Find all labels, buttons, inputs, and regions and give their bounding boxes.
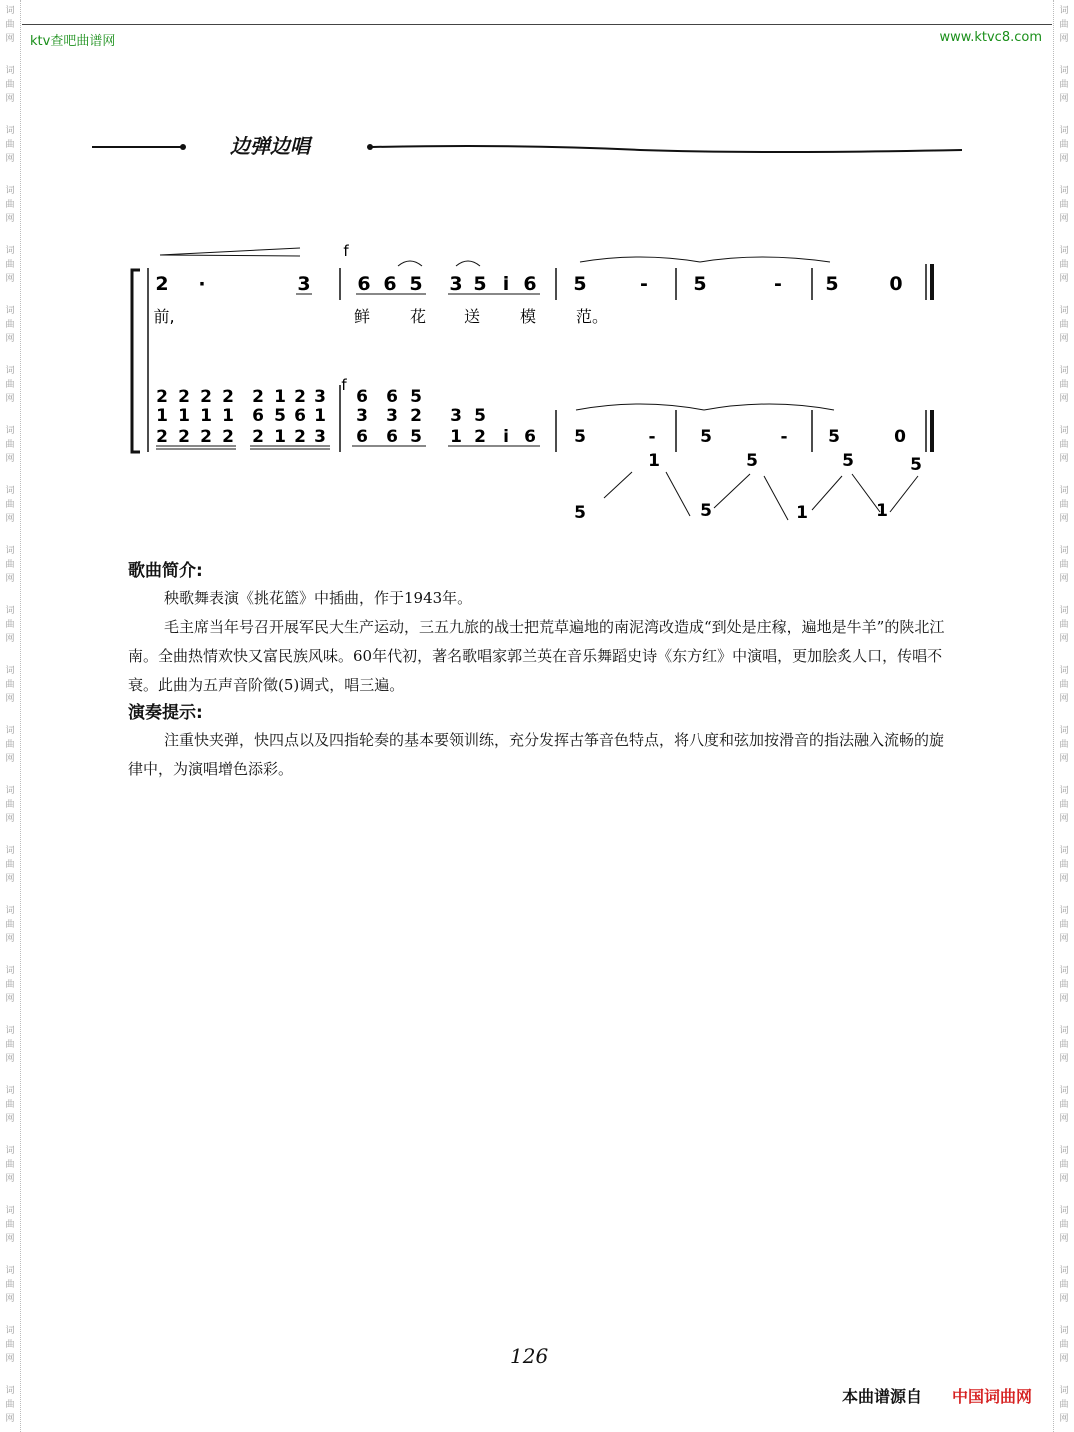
watermark-glyph: 网 <box>5 574 15 584</box>
watermark-glyph: 网 <box>5 874 15 884</box>
watermark-glyph: 网 <box>1059 574 1069 584</box>
accomp-note-bottom: 2 <box>200 427 212 447</box>
watermark-glyph: 曲 <box>5 980 15 990</box>
watermark-glyph: 词 <box>5 486 15 496</box>
watermark-glyph: 曲 <box>1059 80 1069 90</box>
arpeggio-note: 5 <box>700 501 712 521</box>
watermark-glyph: 曲 <box>1059 800 1069 810</box>
watermark-glyph: 曲 <box>1059 1160 1069 1170</box>
watermark-glyph: 词 <box>5 786 15 796</box>
watermark-glyph: 词 <box>5 426 15 436</box>
watermark-glyph: 词 <box>1059 606 1069 616</box>
watermark-glyph: 曲 <box>5 1220 15 1230</box>
watermark-glyph: 词 <box>5 66 15 76</box>
accomp-note-bottom: 0 <box>894 427 906 447</box>
lyric-syllable: 花 <box>409 307 427 326</box>
melody-note: 5 <box>409 273 423 295</box>
accomp-note-top: 2 <box>200 387 212 407</box>
melody-note: i <box>502 273 510 295</box>
melody-note: 6 <box>383 273 397 295</box>
accomp-note-mid: 1 <box>178 406 190 426</box>
watermark-glyph: 词 <box>5 966 15 976</box>
watermark-glyph: 网 <box>1059 994 1069 1004</box>
accomp-note-mid: 2 <box>410 406 422 426</box>
watermark-glyph: 曲 <box>1059 1400 1069 1410</box>
lyric-syllable: 鲜 <box>353 307 371 326</box>
intro-paragraph-1: 秧歌舞表演《挑花篮》中插曲，作于1943年。 <box>164 589 473 607</box>
accomp-note-bottom: 2 <box>156 427 168 447</box>
watermark-glyph: 词 <box>5 126 15 136</box>
melody-note: - <box>774 273 782 295</box>
watermark-glyph: 网 <box>1059 1114 1069 1124</box>
watermark-glyph: 词 <box>1059 426 1069 436</box>
melody-note: 6 <box>523 273 537 295</box>
watermark-glyph: 曲 <box>5 1160 15 1170</box>
arpeggio-note: 1 <box>648 451 660 471</box>
tips-heading: 演奏提示: <box>128 703 203 723</box>
site-link-left[interactable]: ktv查吧曲谱网 <box>30 34 116 49</box>
watermark-glyph: 曲 <box>5 1040 15 1050</box>
arpeggio-note: 1 <box>796 503 808 523</box>
watermark-glyph: 词 <box>5 546 15 556</box>
watermark-glyph: 网 <box>5 694 15 704</box>
watermark-glyph: 词 <box>1059 306 1069 316</box>
watermark-glyph: 网 <box>1059 1414 1069 1424</box>
watermark-glyph: 曲 <box>5 620 15 630</box>
melody-note: 5 <box>573 273 587 295</box>
watermark-glyph: 网 <box>5 1294 15 1304</box>
watermark-glyph: 曲 <box>1059 980 1069 990</box>
watermark-glyph: 词 <box>1059 486 1069 496</box>
watermark-glyph: 网 <box>1059 694 1069 704</box>
accomp-note-mid: 5 <box>274 406 286 426</box>
arpeggio-note: 5 <box>910 455 922 475</box>
melody-note: 5 <box>825 273 839 295</box>
watermark-glyph: 词 <box>5 666 15 676</box>
watermark-glyph: 网 <box>1059 754 1069 764</box>
watermark-glyph: 词 <box>5 1026 15 1036</box>
accomp-note-mid: 6 <box>294 406 306 426</box>
watermark-glyph: 词 <box>1059 666 1069 676</box>
accomp-note-bottom: 6 <box>524 427 536 447</box>
watermark-glyph: 词 <box>1059 1206 1069 1216</box>
accomp-note-top: 2 <box>294 387 306 407</box>
watermark-glyph: 词 <box>5 1386 15 1396</box>
accomp-note-mid: 6 <box>252 406 264 426</box>
accomp-note-bottom: 2 <box>222 427 234 447</box>
watermark-glyph: 曲 <box>1059 680 1069 690</box>
watermark-glyph: 曲 <box>5 260 15 270</box>
watermark-glyph: 网 <box>5 454 15 464</box>
accomp-note-top: 2 <box>178 387 190 407</box>
watermark-glyph: 曲 <box>1059 740 1069 750</box>
arpeggio-note: 5 <box>746 451 758 471</box>
accomp-note-bottom: i <box>503 427 509 447</box>
watermark-glyph: 网 <box>5 634 15 644</box>
lyric-syllable: 送 <box>463 307 481 326</box>
watermark-glyph: 网 <box>1059 454 1069 464</box>
watermark-glyph: 曲 <box>5 20 15 30</box>
watermark-glyph: 网 <box>1059 634 1069 644</box>
watermark-glyph: 网 <box>5 814 15 824</box>
watermark-glyph: 网 <box>1059 934 1069 944</box>
watermark-glyph: 曲 <box>1059 320 1069 330</box>
watermark-glyph: 曲 <box>5 320 15 330</box>
accomp-note-mid: 1 <box>200 406 212 426</box>
watermark-glyph: 词 <box>5 1206 15 1216</box>
accomp-note-top: 2 <box>156 387 168 407</box>
watermark-glyph: 网 <box>5 334 15 344</box>
tips-paragraph-1: 注重快夹弹，快四点以及四指轮奏的基本要领训练，充分发挥古筝音色特点，将八度和弦加按滑音的指法融入流畅的旋律中，为演唱增色添彩。 <box>128 731 945 778</box>
accomp-note-bottom: 2 <box>294 427 306 447</box>
watermark-glyph: 曲 <box>1059 1220 1069 1230</box>
watermark-glyph: 网 <box>5 214 15 224</box>
watermark-glyph: 词 <box>5 1326 15 1336</box>
watermark-glyph: 曲 <box>5 1340 15 1350</box>
section-title: 边弹边唱 <box>230 134 310 158</box>
accomp-note-bottom: - <box>648 427 656 447</box>
watermark-glyph: 词 <box>5 1086 15 1096</box>
accomp-note-bottom: - <box>780 427 788 447</box>
watermark-glyph: 网 <box>1059 394 1069 404</box>
watermark-glyph: 曲 <box>5 1100 15 1110</box>
watermark-glyph: 网 <box>5 1354 15 1364</box>
watermark-glyph: 词 <box>1059 1386 1069 1396</box>
accomp-note-bottom: 1 <box>450 427 462 447</box>
watermark-glyph: 词 <box>1059 6 1069 16</box>
intro-heading: 歌曲简介: <box>128 561 203 581</box>
watermark-glyph: 网 <box>1059 154 1069 164</box>
accomp-note-mid: 3 <box>386 406 398 426</box>
watermark-glyph: 网 <box>5 154 15 164</box>
accomp-note-bottom: 1 <box>274 427 286 447</box>
accomp-note-mid: 1 <box>156 406 168 426</box>
watermark-glyph: 网 <box>5 394 15 404</box>
watermark-glyph: 曲 <box>5 560 15 570</box>
lyric-syllable: 模 <box>519 307 537 326</box>
accomp-note-bottom: 5 <box>700 427 712 447</box>
watermark-glyph: 网 <box>5 994 15 1004</box>
watermark-glyph: 网 <box>5 934 15 944</box>
watermark-glyph: 曲 <box>1059 1280 1069 1290</box>
accomp-note-bottom: 2 <box>252 427 264 447</box>
watermark-glyph: 网 <box>1059 94 1069 104</box>
watermark-glyph: 网 <box>1059 274 1069 284</box>
melody-note: 6 <box>357 273 371 295</box>
accomp-note-mid: 3 <box>450 406 462 426</box>
accomp-note-bottom: 3 <box>314 427 326 447</box>
page-number: 126 <box>510 1344 549 1368</box>
watermark-glyph: 词 <box>5 186 15 196</box>
watermark-glyph: 网 <box>1059 34 1069 44</box>
watermark-glyph: 词 <box>1059 786 1069 796</box>
watermark-glyph: 曲 <box>1059 620 1069 630</box>
accomp-note-top: 2 <box>222 387 234 407</box>
accomp-note-mid: 3 <box>356 406 368 426</box>
accomp-note-top: 6 <box>356 387 368 407</box>
arpeggio-note: 5 <box>574 503 586 523</box>
lyric-syllable: 前, <box>153 307 175 326</box>
watermark-glyph: 词 <box>1059 906 1069 916</box>
melody-note: 3 <box>449 273 463 295</box>
dynamic-marking: f <box>341 376 347 394</box>
watermark-glyph: 词 <box>5 846 15 856</box>
watermark-glyph: 曲 <box>1059 920 1069 930</box>
watermark-glyph: 词 <box>5 246 15 256</box>
accomp-note-top: 2 <box>252 387 264 407</box>
watermark-glyph: 词 <box>1059 126 1069 136</box>
watermark-glyph: 曲 <box>5 740 15 750</box>
watermark-glyph: 词 <box>1059 1266 1069 1276</box>
accomp-note-bottom: 2 <box>178 427 190 447</box>
watermark-glyph: 词 <box>1059 1026 1069 1036</box>
watermark-glyph: 曲 <box>5 800 15 810</box>
watermark-glyph: 曲 <box>5 200 15 210</box>
watermark-glyph: 网 <box>1059 1234 1069 1244</box>
melody-note: 5 <box>693 273 707 295</box>
watermark-glyph: 网 <box>5 514 15 524</box>
footer-source-link[interactable]: 中国词曲网 <box>952 1387 1033 1406</box>
watermark-glyph: 网 <box>1059 214 1069 224</box>
watermark-glyph: 词 <box>5 906 15 916</box>
watermark-glyph: 词 <box>1059 546 1069 556</box>
watermark-glyph: 曲 <box>1059 200 1069 210</box>
watermark-glyph: 词 <box>1059 1146 1069 1156</box>
watermark-glyph: 词 <box>5 606 15 616</box>
accomp-note-top: 6 <box>386 387 398 407</box>
watermark-glyph: 曲 <box>5 860 15 870</box>
watermark-glyph: 网 <box>1059 334 1069 344</box>
watermark-glyph: 网 <box>5 1414 15 1424</box>
watermark-glyph: 网 <box>1059 1354 1069 1364</box>
melody-note: 3 <box>297 273 311 295</box>
watermark-glyph: 网 <box>1059 1054 1069 1064</box>
watermark-glyph: 曲 <box>1059 1100 1069 1110</box>
watermark-glyph: 词 <box>1059 966 1069 976</box>
watermark-glyph: 曲 <box>5 440 15 450</box>
watermark-glyph: 网 <box>5 274 15 284</box>
jianpu-score <box>0 0 1074 560</box>
intro-paragraph-2: 毛主席当年号召开展军民大生产运动，三五九旅的战士把荒草遍地的南泥湾改造成“到处是庄稼，遍地是牛羊”的陕北江南。全曲热情欢快又富民族风味。60年代初，著名歌唱家郭兰英在音乐舞蹈史诗《东方红》中演唱，更加脍炙人口，传唱不衰。此曲为五声音阶徵(5)调式，唱三遍。 <box>128 618 945 694</box>
watermark-glyph: 曲 <box>1059 440 1069 450</box>
watermark-glyph: 曲 <box>5 1400 15 1410</box>
accomp-note-bottom: 5 <box>574 427 586 447</box>
accomp-note-bottom: 2 <box>474 427 486 447</box>
watermark-glyph: 网 <box>5 754 15 764</box>
accomp-note-bottom: 6 <box>386 427 398 447</box>
watermark-glyph: 曲 <box>5 500 15 510</box>
watermark-glyph: 词 <box>5 306 15 316</box>
watermark-glyph: 网 <box>5 1114 15 1124</box>
accomp-note-top: 3 <box>314 387 326 407</box>
watermark-glyph: 曲 <box>5 920 15 930</box>
watermark-glyph: 网 <box>5 34 15 44</box>
watermark-glyph: 曲 <box>1059 140 1069 150</box>
arpeggio-note: 5 <box>842 451 854 471</box>
watermark-glyph: 词 <box>1059 1086 1069 1096</box>
melody-note: 5 <box>473 273 487 295</box>
watermark-glyph: 词 <box>1059 66 1069 76</box>
accomp-note-mid: 1 <box>314 406 326 426</box>
watermark-glyph: 曲 <box>5 80 15 90</box>
accomp-note-top: 5 <box>410 387 422 407</box>
accomp-note-mid: 5 <box>474 406 486 426</box>
watermark-glyph: 曲 <box>1059 380 1069 390</box>
watermark-glyph: 曲 <box>5 680 15 690</box>
watermark-glyph: 词 <box>1059 366 1069 376</box>
watermark-glyph: 曲 <box>1059 1340 1069 1350</box>
melody-note: - <box>640 273 648 295</box>
watermark-glyph: 网 <box>1059 1174 1069 1184</box>
accomp-note-mid: 1 <box>222 406 234 426</box>
watermark-glyph: 曲 <box>1059 20 1069 30</box>
watermark-glyph: 曲 <box>5 380 15 390</box>
lyric-syllable: 范。 <box>575 307 609 326</box>
watermark-glyph: 词 <box>1059 1326 1069 1336</box>
accomp-note-top: 1 <box>274 387 286 407</box>
watermark-glyph: 曲 <box>1059 1040 1069 1050</box>
watermark-glyph: 词 <box>1059 246 1069 256</box>
melody-note: · <box>198 273 206 295</box>
watermark-glyph: 词 <box>5 6 15 16</box>
watermark-glyph: 曲 <box>5 1280 15 1290</box>
watermark-glyph: 曲 <box>5 140 15 150</box>
watermark-glyph: 曲 <box>1059 860 1069 870</box>
watermark-glyph: 网 <box>5 1234 15 1244</box>
watermark-glyph: 网 <box>1059 1294 1069 1304</box>
melody-note: 0 <box>889 273 903 295</box>
watermark-glyph: 词 <box>5 366 15 376</box>
watermark-glyph: 词 <box>5 1146 15 1156</box>
watermark-glyph: 网 <box>1059 874 1069 884</box>
watermark-glyph: 网 <box>1059 514 1069 524</box>
watermark-glyph: 词 <box>5 726 15 736</box>
watermark-glyph: 网 <box>5 1054 15 1064</box>
watermark-glyph: 曲 <box>1059 260 1069 270</box>
watermark-glyph: 词 <box>5 1266 15 1276</box>
watermark-glyph: 网 <box>5 94 15 104</box>
watermark-glyph: 曲 <box>1059 500 1069 510</box>
footer-source-label: 本曲谱源自 <box>842 1387 923 1406</box>
watermark-glyph: 网 <box>1059 814 1069 824</box>
accomp-note-bottom: 6 <box>356 427 368 447</box>
arpeggio-note: 1 <box>876 501 888 521</box>
watermark-glyph: 词 <box>1059 846 1069 856</box>
watermark-glyph: 网 <box>5 1174 15 1184</box>
watermark-glyph: 词 <box>1059 726 1069 736</box>
dynamic-marking: f <box>343 242 349 260</box>
watermark-glyph: 曲 <box>1059 560 1069 570</box>
watermark-glyph: 词 <box>1059 186 1069 196</box>
melody-note: 2 <box>155 273 169 295</box>
accomp-note-bottom: 5 <box>410 427 422 447</box>
accomp-note-bottom: 5 <box>828 427 840 447</box>
site-link-right[interactable]: www.ktvc8.com <box>939 30 1042 45</box>
